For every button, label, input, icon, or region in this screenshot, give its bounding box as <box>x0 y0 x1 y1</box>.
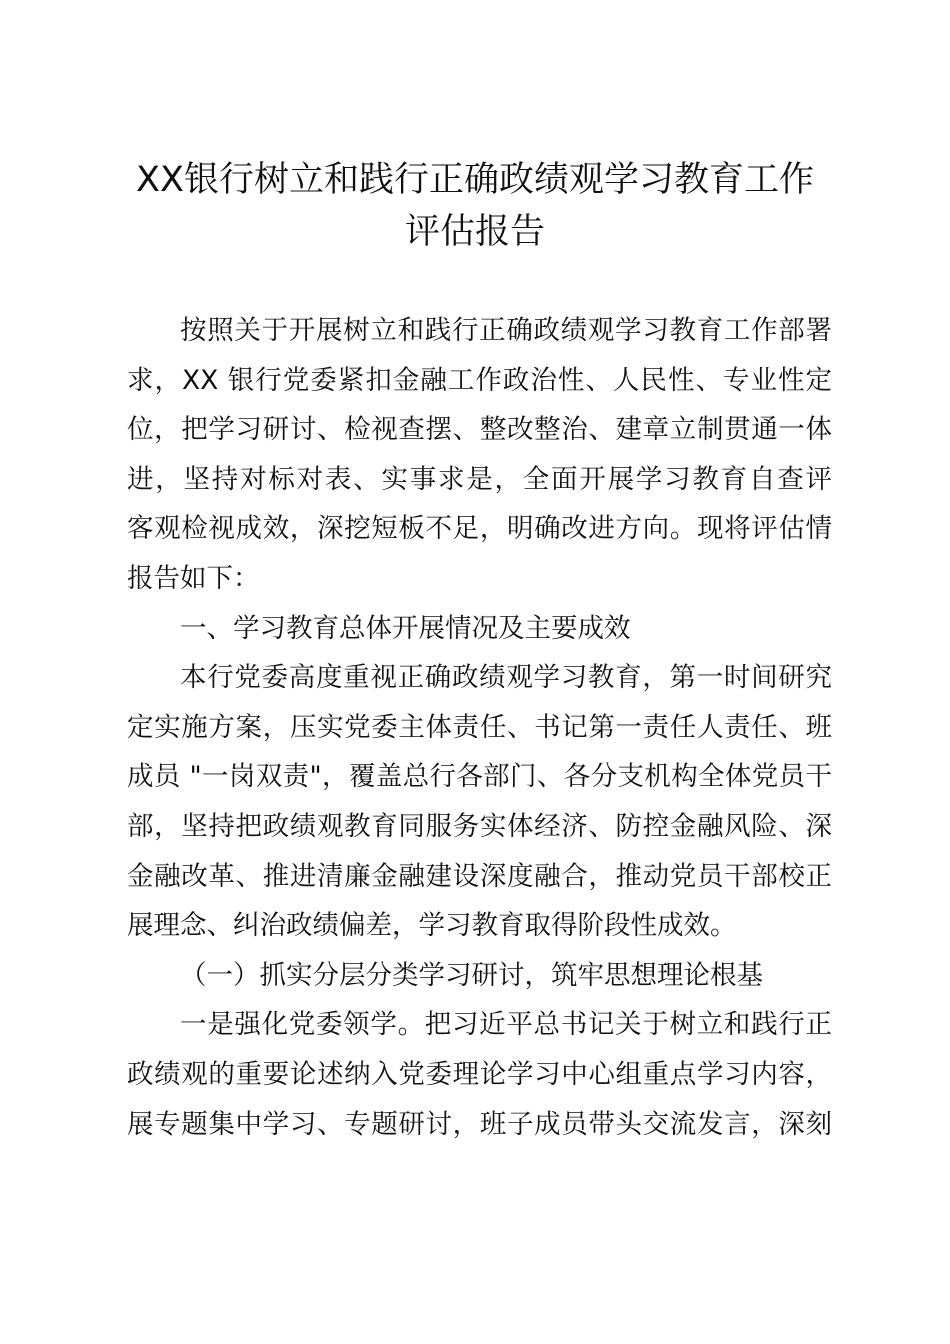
paragraph-line: 展专题集中学习、专题研讨，班子成员带头交流发言，深刻 <box>127 1108 832 1140</box>
paragraph-line: 部，坚持把政绩观教育同服务实体经济、防控金融风险、深 <box>127 810 832 842</box>
paragraph-line: 定实施方案，压实党委主体责任、书记第一责任人责任、班 <box>127 711 832 743</box>
document-title-line-2: 评估报告 <box>404 212 545 252</box>
paragraph-line: 一是强化党委领学。把习近平总书记关于树立和践行正 <box>180 1009 832 1041</box>
paragraph-line: 展理念、纠治政绩偏差，学习教育取得阶段性成效。 <box>127 910 737 942</box>
subsection-heading: （一）抓实分层分类学习研讨，筑牢思想理论根基 <box>180 959 763 991</box>
document-title-line-1: XX银行树立和践行正确政绩观学习教育工作 <box>136 160 814 200</box>
paragraph-line: 金融改革、推进清廉金融建设深度融合，推动党员干部校正 <box>127 860 832 892</box>
paragraph-line: 报告如下： <box>127 562 260 594</box>
paragraph-line: 成员 "一岗双责"，覆盖总行各部门、各分支机构全体党员干 <box>127 761 832 793</box>
paragraph-line: 政绩观的重要论述纳入党委理论学习中心组重点学习内容， <box>127 1058 832 1090</box>
paragraph-line: 进，坚持对标对表、实事求是，全面开展学习教育自查评 <box>127 463 832 495</box>
paragraph-line: 求，XX 银行党委紧扣金融工作政治性、人民性、专业性定 <box>127 364 832 396</box>
paragraph-line: 本行党委高度重视正确政绩观学习教育，第一时间研究 <box>180 662 832 694</box>
paragraph-line: 客观检视成效，深挖短板不足，明确改进方向。现将评估情 <box>127 513 832 545</box>
paragraph-line: 按照关于开展树立和践行正确政绩观学习教育工作部署 <box>180 315 832 346</box>
paragraph-line: 位，把学习研讨、检视查摆、整改整治、建章立制贯通一体 <box>127 414 832 446</box>
document-body <box>127 306 832 1149</box>
section-heading: 一、学习教育总体开展情况及主要成效 <box>180 612 631 644</box>
